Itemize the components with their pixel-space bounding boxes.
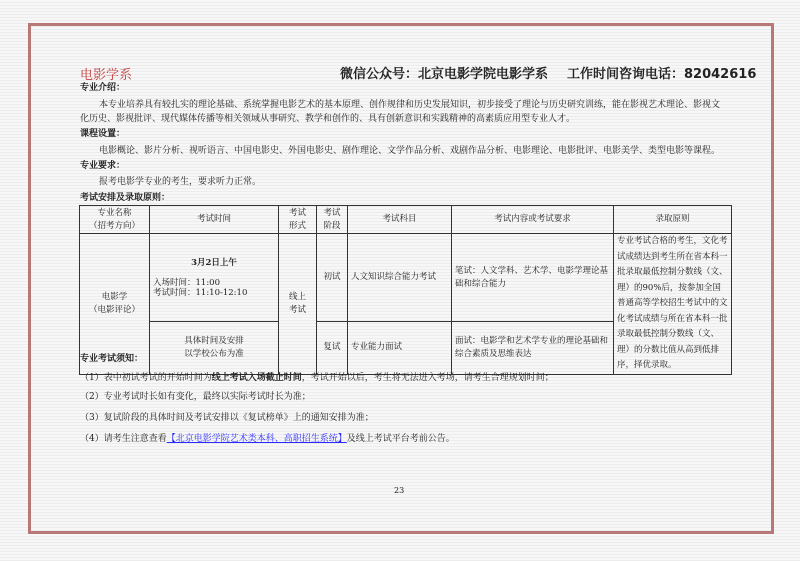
intro-text-1: 本专业培养具有较扎实的理论基础、系统掌握电影艺术的基本原理、创作规律和历史发展知识，初步接受了理论与历史研究训练，能在影视艺术理论、影视文 bbox=[99, 100, 721, 110]
form-cell: 线上 考试 bbox=[279, 234, 317, 375]
department-title: 电影学系 bbox=[80, 68, 133, 83]
exam-table bbox=[79, 205, 732, 375]
header-major: 专业名称 （招考方向） bbox=[80, 206, 150, 234]
note-4-text: （4）请考生注意查看 bbox=[80, 434, 167, 444]
requirements-text: 报考电影学专业的考生，要求听力正常。 bbox=[99, 177, 262, 187]
notes-heading: 专业考试须知： bbox=[80, 354, 144, 364]
admission-system-link[interactable]: 【北京电影学院艺术类本科、高职招生系统】 bbox=[166, 434, 347, 444]
courses-heading: 课程设置： bbox=[80, 129, 126, 139]
exam-time: 考试时间：11:10-12:10 bbox=[153, 288, 248, 299]
header-admission: 录取原则 bbox=[614, 206, 732, 234]
note-2: （2）专业考试时长如有变化，最终以实际考试时长为准； bbox=[80, 392, 311, 402]
note-3: （3）复试阶段的具体时间及考试安排以《复试榜单》上的通知安排为准； bbox=[80, 413, 374, 423]
intro-text-2: 化历史、影视批评、现代媒体传播等相关领域从事研究、教学和创作的、具有创新意识和实践精神的高素质应用型专业人才。 bbox=[80, 114, 576, 124]
intro-heading: 专业介绍： bbox=[80, 83, 126, 93]
stage-preliminary: 初试 bbox=[317, 234, 348, 322]
subject-retest: 专业能力面试 bbox=[348, 322, 452, 374]
major-cell: 电影学 （电影评论） bbox=[80, 234, 150, 375]
admission-cell: 专业考试合格的考生，文化考试成绩达到考生所在省本科一批录取最低控制分数线（文、理）的90%后，按参加全国普通高等学校招生考试中的文化考试成绩与所在省本科一批录取最低控制分数线（文、理）的分数比值从高到低排序，择优录取。 bbox=[614, 234, 732, 375]
header-content: 考试内容或考试要求 bbox=[452, 206, 614, 234]
content-preliminary: 笔试：人文学科、艺术学、电影学理论基础和综合能力 bbox=[452, 234, 614, 322]
retest-time-cell: 具体时间及安排 以学校公布为准 bbox=[150, 322, 279, 374]
contact-phone: 工作时间咨询电话：82042616 bbox=[567, 67, 757, 82]
exam-heading: 考试安排及录取原则： bbox=[80, 193, 171, 203]
note-1-text: （1）表中初试考试的开始时间为 bbox=[80, 373, 212, 383]
note-4-text-end: 及线上考试平台考前公告。 bbox=[346, 434, 455, 444]
subject-preliminary: 人文知识综合能力考试 bbox=[348, 234, 452, 322]
preliminary-time-cell bbox=[150, 234, 279, 322]
header-time: 考试时间 bbox=[150, 206, 279, 234]
stage-retest: 复试 bbox=[317, 322, 348, 374]
requirements-heading: 专业要求： bbox=[80, 161, 126, 171]
page-number: 23 bbox=[394, 486, 405, 495]
wechat-account: 微信公众号：北京电影学院电影学系 bbox=[340, 67, 549, 82]
preliminary-date: 3月2日上午 bbox=[191, 258, 237, 269]
table-header-row bbox=[80, 206, 732, 234]
header-subject: 考试科目 bbox=[348, 206, 452, 234]
entry-time: 入场时间：11:00 bbox=[153, 278, 220, 289]
content-retest: 面试：电影学和艺术学专业的理论基础和综合素质及思维表达 bbox=[452, 322, 614, 374]
note-4 bbox=[80, 433, 455, 445]
note-1 bbox=[80, 372, 554, 384]
note-1-emphasis: 线上考试入场截止时间 bbox=[211, 373, 302, 383]
courses-text: 电影概论、影片分析、视听语言、中国电影史、外国电影史、剧作理论、文学作品分析、戏剧作品分析、电影理论、电影批评、电影美学、类型电影等课程。 bbox=[99, 146, 721, 156]
header-form: 考试 形式 bbox=[279, 206, 317, 234]
header-stage: 考试 阶段 bbox=[317, 206, 348, 234]
note-1-text-end: ，考试开始以后，考生将无法进入考场，请考生合理规划时间； bbox=[301, 373, 554, 383]
table-row bbox=[80, 234, 732, 322]
